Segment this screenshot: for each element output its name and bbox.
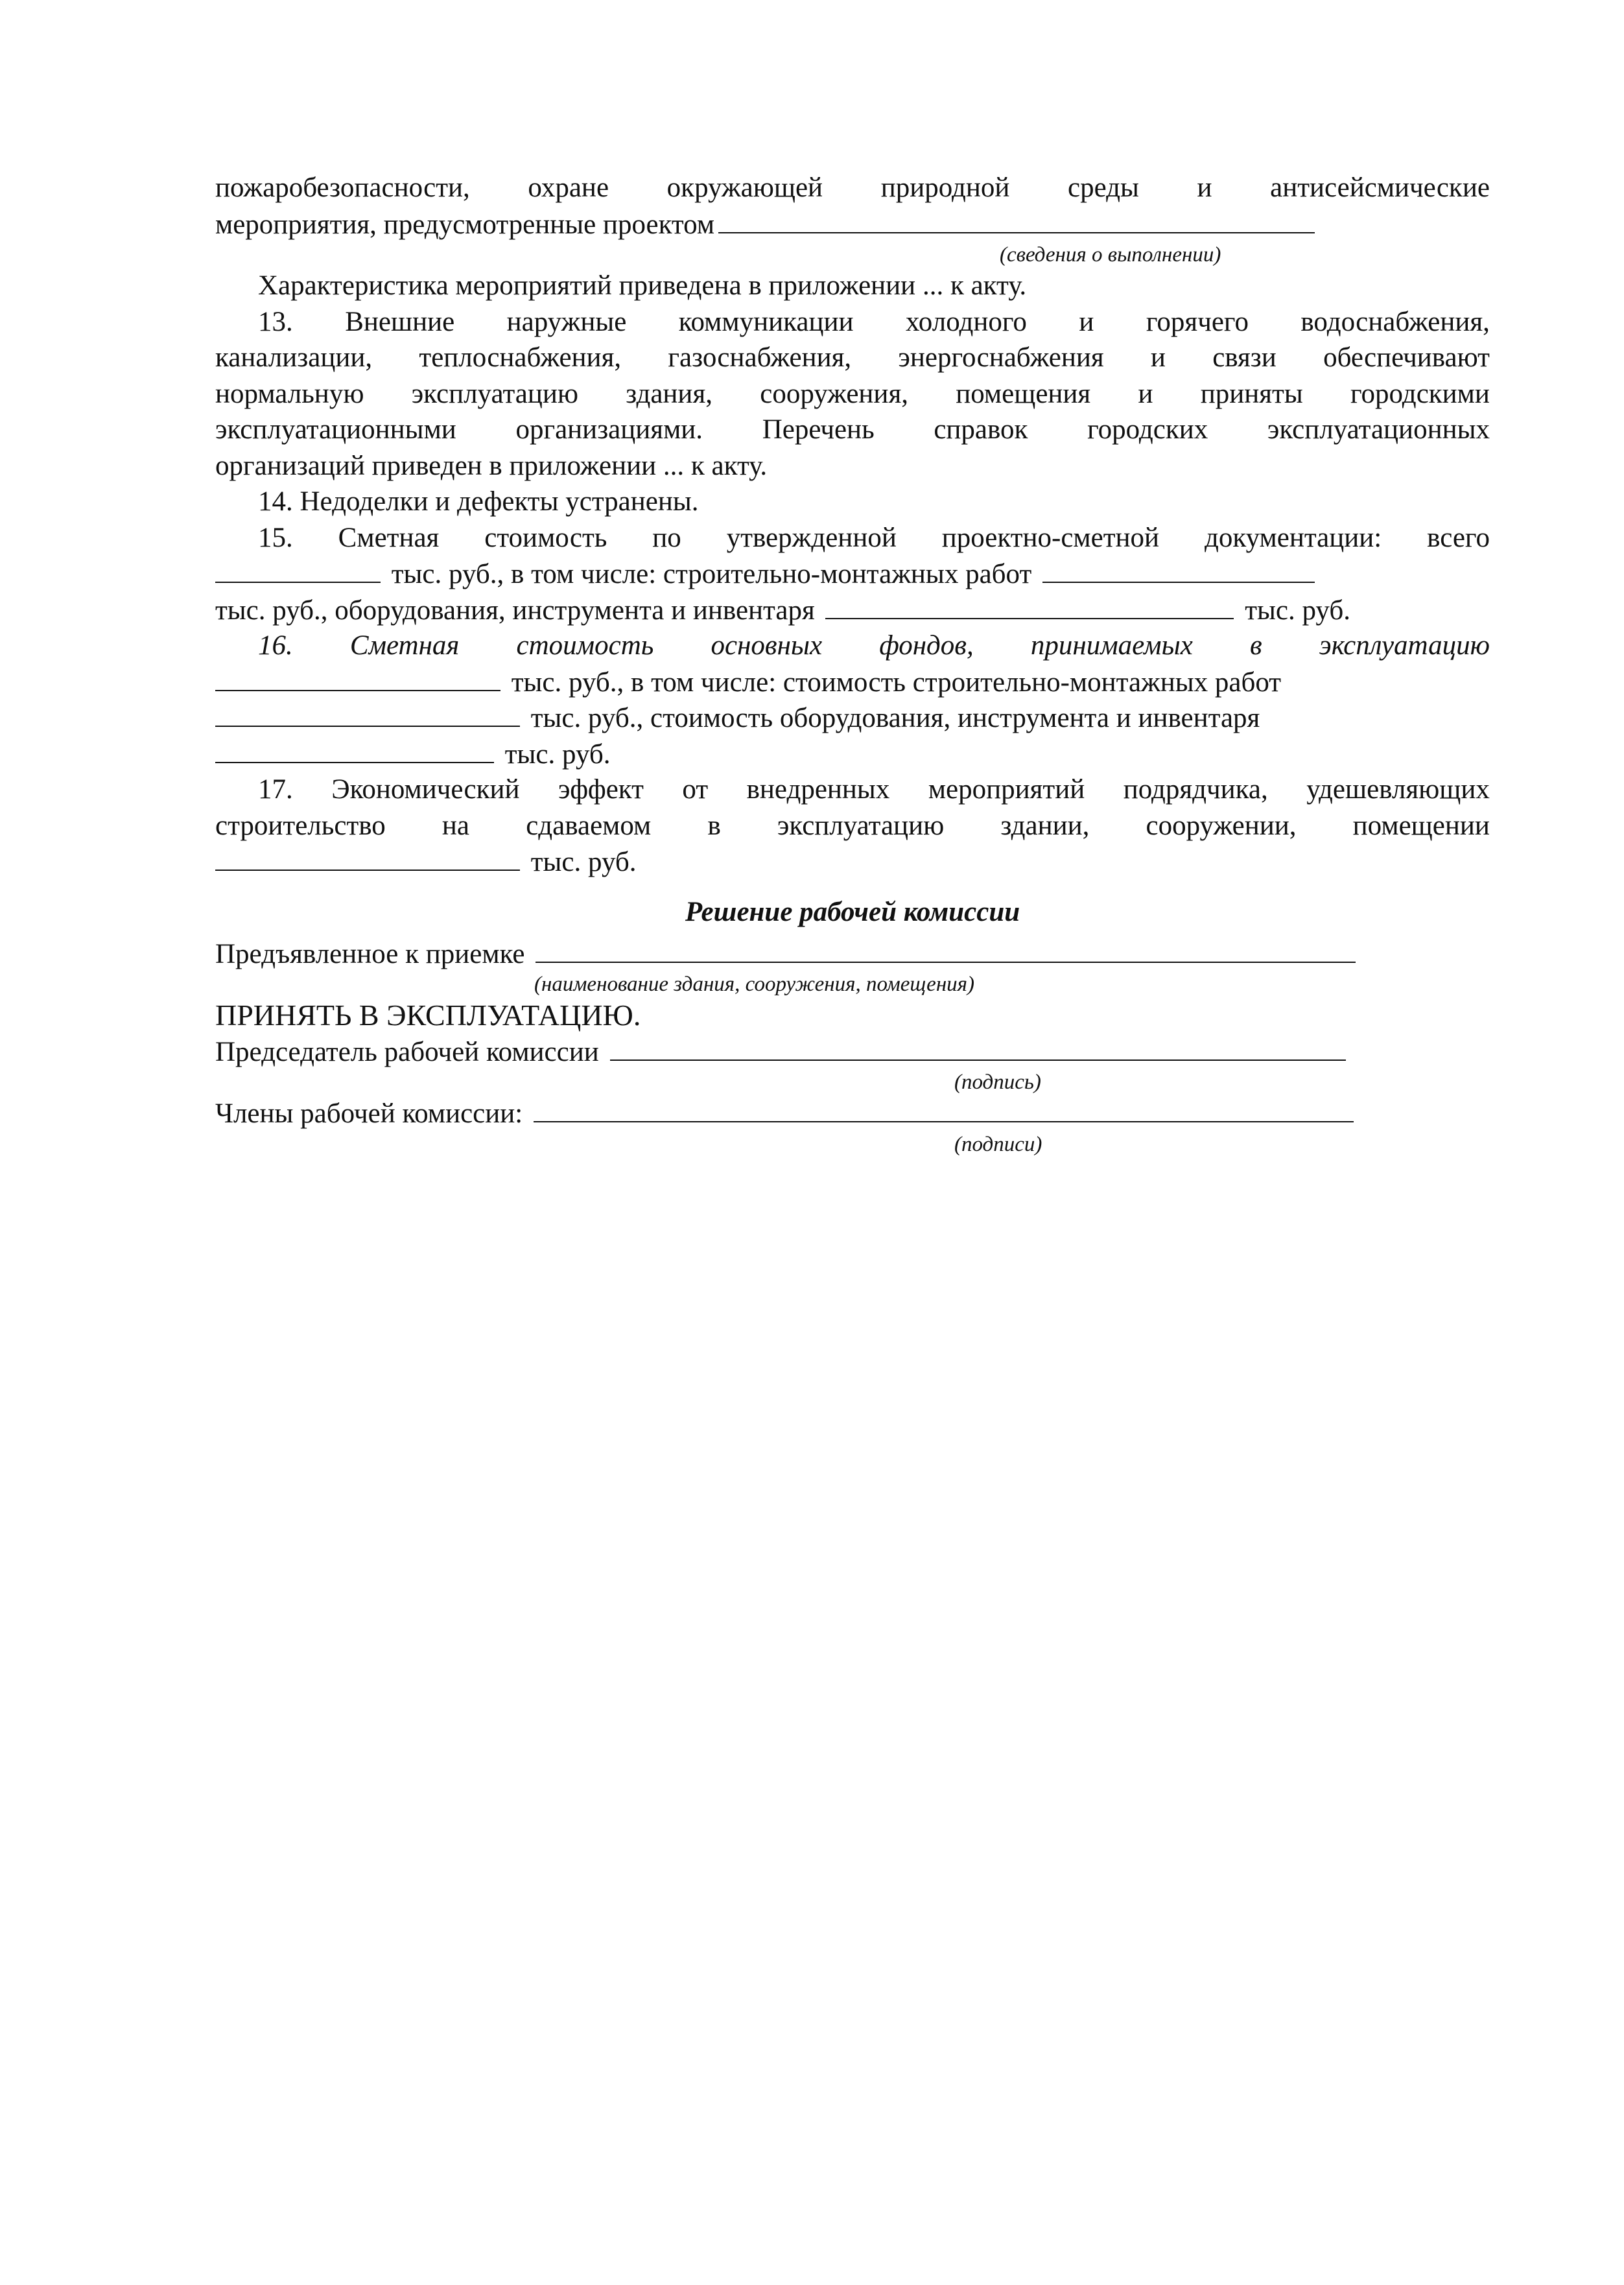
word: в <box>1249 630 1262 661</box>
word: эксплуатацию <box>1319 630 1490 661</box>
word: на <box>441 810 470 841</box>
word: газоснабжения, <box>668 342 852 373</box>
word: нормальную <box>215 378 364 409</box>
word: и <box>1150 342 1166 373</box>
word: городскими <box>1350 378 1490 409</box>
word: стоимость <box>484 522 607 553</box>
p12-line-2 <box>215 206 1490 243</box>
p13-line-1 <box>215 304 1490 340</box>
word: сдаваемом <box>526 810 652 841</box>
p13-line-2 <box>215 340 1490 376</box>
funds-equipment-field[interactable] <box>215 736 494 763</box>
members-caption: (подписи) <box>954 1132 1042 1156</box>
word: окружающей <box>666 172 823 203</box>
word: основных <box>711 630 823 661</box>
word: фондов, <box>879 630 974 661</box>
word: Экономический <box>331 774 520 805</box>
presented-object-field[interactable] <box>535 936 1356 963</box>
word: приняты <box>1200 378 1303 409</box>
word: и <box>1138 378 1153 409</box>
word: холодного <box>905 306 1027 337</box>
estimate-construction-field[interactable] <box>1042 556 1315 583</box>
word: здания, <box>626 378 712 409</box>
chairman-signature-field[interactable] <box>610 1034 1346 1061</box>
word: горячего <box>1146 306 1249 337</box>
execution-info-caption: (сведения о выполнении) <box>1000 243 1221 266</box>
word: по <box>652 522 681 553</box>
p13-line-3 <box>215 376 1490 412</box>
word: коммуникации <box>678 306 854 337</box>
word: стоимость <box>516 630 654 661</box>
document-page <box>215 170 1490 1157</box>
estimate-total-field[interactable] <box>215 556 381 583</box>
chairman-caption: (подпись) <box>954 1071 1041 1094</box>
p13-line-4 <box>215 412 1490 448</box>
word: 16. <box>258 630 293 661</box>
p17-line-2 <box>215 808 1490 844</box>
word: эксплуатационными <box>215 414 456 445</box>
word: и <box>1197 172 1212 203</box>
economic-effect-field[interactable] <box>215 844 520 871</box>
word: организациями. <box>515 414 703 445</box>
word: антисейсмические <box>1270 172 1490 203</box>
word: мероприятий <box>928 774 1085 805</box>
execution-info-field[interactable] <box>718 206 1315 233</box>
word: справок <box>934 414 1028 445</box>
p16-line-2: тыс. руб., в том числе: стоимость строительно-монтажных работ <box>215 664 1490 700</box>
p13-line-5: организаций приведен в приложении ... к акту. <box>215 450 768 481</box>
members-signature-field[interactable] <box>534 1095 1354 1122</box>
word: утвержденной <box>726 522 897 553</box>
word: эксплуатацию <box>411 378 578 409</box>
word: документации: <box>1204 522 1382 553</box>
presented-line: Предъявленное к приемке <box>215 936 1490 972</box>
word: в <box>707 810 721 841</box>
word: охране <box>528 172 609 203</box>
word: пожаробезопасности, <box>215 172 470 203</box>
word: подрядчика, <box>1123 774 1268 805</box>
word: среды <box>1068 172 1139 203</box>
accept-line: ПРИНЯТЬ В ЭКСПЛУАТАЦИЮ. <box>215 999 641 1032</box>
p15-line-1 <box>215 520 1490 556</box>
word: от <box>682 774 709 805</box>
word: наружные <box>506 306 627 337</box>
p12-line-3: Характеристика мероприятий приведена в приложении ... к акту. <box>258 270 1027 301</box>
presented-caption: (наименование здания, сооружения, помещения) <box>534 973 975 996</box>
word: внедренных <box>746 774 890 805</box>
word: связи <box>1212 342 1277 373</box>
word: проектно-сметной <box>941 522 1160 553</box>
chairman-line: Председатель рабочей комиссии <box>215 1034 1490 1070</box>
word: помещения <box>956 378 1091 409</box>
p16-line-4: тыс. руб. <box>215 736 1490 772</box>
word: канализации, <box>215 342 373 373</box>
word: эксплуатацию <box>777 810 945 841</box>
p12-line-1 <box>215 170 1490 206</box>
funds-total-field[interactable] <box>215 664 500 691</box>
p15-line-3: тыс. руб., оборудования, инструмента и инвентаря тыс. руб. <box>215 592 1490 628</box>
word: 13. <box>258 306 293 337</box>
word: сооружения, <box>760 378 908 409</box>
word: Перечень <box>762 414 875 445</box>
word: Внешние <box>345 306 455 337</box>
p14-line: 14. Недоделки и дефекты устранены. <box>258 486 699 517</box>
word: природной <box>880 172 1010 203</box>
word: принимаемых <box>1030 630 1193 661</box>
word: эксплуатационных <box>1267 414 1490 445</box>
word: городских <box>1087 414 1208 445</box>
word: помещении <box>1352 810 1490 841</box>
word: эффект <box>558 774 644 805</box>
word: и <box>1079 306 1094 337</box>
word: теплоснабжения, <box>419 342 622 373</box>
word: всего <box>1427 522 1490 553</box>
p12-line-2-text: мероприятия, предусмотренные проектом <box>215 209 715 240</box>
word: удешевляющих <box>1306 774 1490 805</box>
decision-heading: Решение рабочей комиссии <box>685 896 1020 927</box>
p17-line-1 <box>215 772 1490 808</box>
p16-line-1 <box>215 628 1490 664</box>
word: Сметная <box>349 630 460 661</box>
word: водоснабжения, <box>1300 306 1490 337</box>
word: энергоснабжения <box>898 342 1104 373</box>
word: здании, <box>1000 810 1090 841</box>
word: 17. <box>258 774 293 805</box>
word: Сметная <box>338 522 440 553</box>
word: сооружении, <box>1146 810 1297 841</box>
members-line: Члены рабочей комиссии: <box>215 1095 1490 1131</box>
word: 15. <box>258 522 293 553</box>
p16-line-3: тыс. руб., стоимость оборудования, инструмента и инвентаря <box>215 700 1490 736</box>
estimate-equipment-field[interactable] <box>825 592 1234 619</box>
p15-line-2: тыс. руб., в том числе: строительно-монтажных работ <box>215 556 1490 592</box>
funds-construction-field[interactable] <box>215 700 520 727</box>
word: строительство <box>215 810 386 841</box>
p17-line-3: тыс. руб. <box>215 844 1490 880</box>
word: обеспечивают <box>1323 342 1490 373</box>
